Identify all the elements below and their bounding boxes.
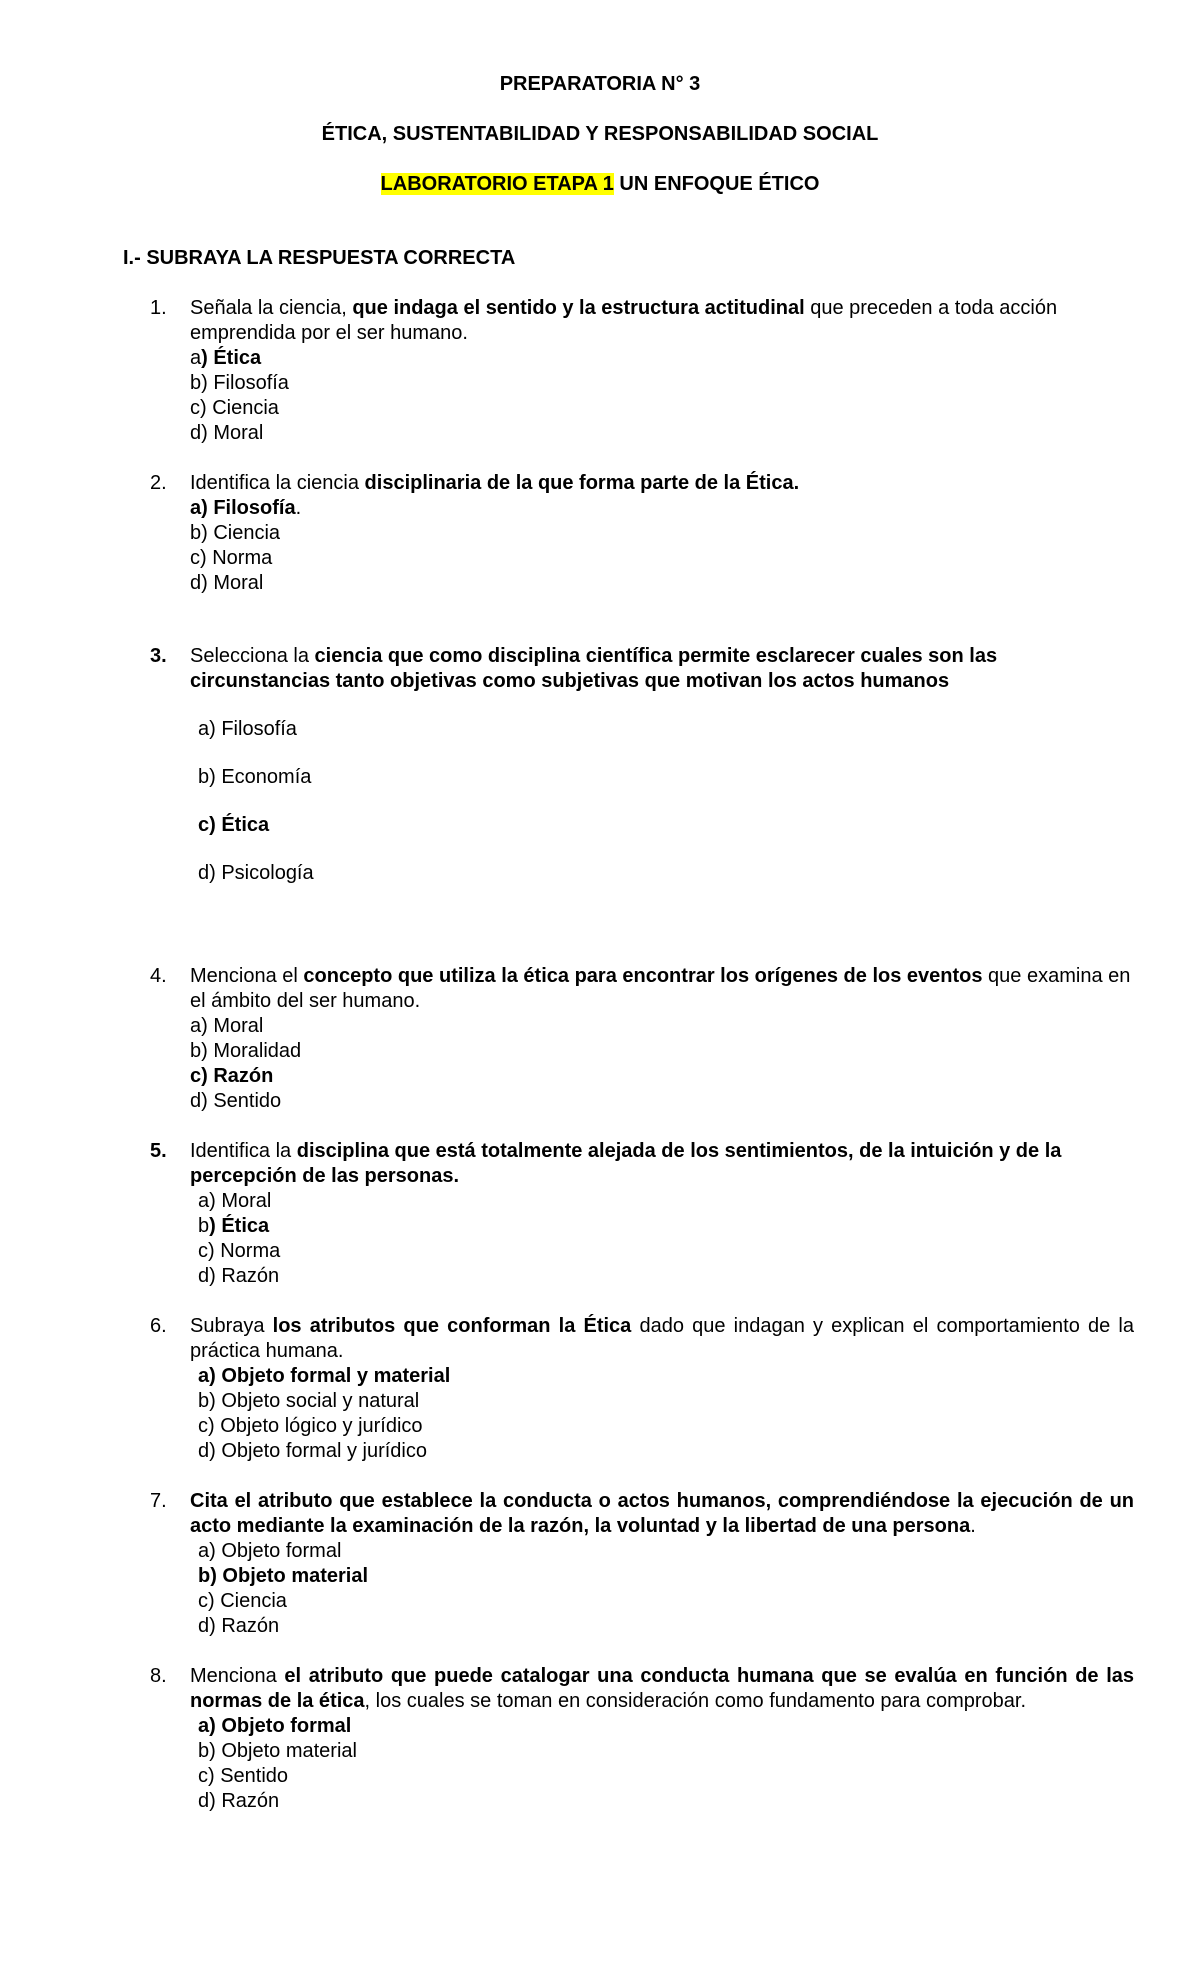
stem-text: Selecciona la bbox=[190, 645, 315, 667]
stem-bold: el atributo que puede catalogar una conducta humana que se evalúa en función de las normas de la ética bbox=[190, 1665, 1134, 1712]
question-2 bbox=[150, 471, 1134, 596]
option-letter: a bbox=[190, 347, 202, 369]
option-b[interactable]: b) Moralidad bbox=[190, 1040, 302, 1062]
stem-text: dado que indagan y explican el comportamiento de la práctica humana. bbox=[190, 1315, 1134, 1362]
option-answer: a) Filosofía bbox=[190, 497, 296, 519]
question-number: 1. bbox=[150, 297, 167, 319]
option-a[interactable]: a) Objeto formal bbox=[198, 1540, 342, 1562]
question-number: 3. bbox=[150, 645, 167, 667]
question-stem bbox=[190, 1489, 1134, 1539]
option-c[interactable]: c) Ética bbox=[198, 814, 270, 836]
option-d[interactable]: d) Razón bbox=[198, 1265, 280, 1287]
question-8 bbox=[150, 1664, 1134, 1814]
option-d[interactable]: d) Moral bbox=[190, 422, 264, 444]
stem-bold: ciencia que como disciplina científica permite esclarecer cuales son las circunstancias tanto objetivas como subjetivas que motivan los actos humanos bbox=[190, 645, 998, 692]
stem-text: . bbox=[970, 1515, 976, 1537]
options bbox=[190, 1189, 1134, 1289]
option-d[interactable]: d) Sentido bbox=[190, 1090, 282, 1112]
stem-text: Identifica la bbox=[190, 1140, 297, 1162]
options bbox=[190, 1364, 1134, 1464]
question-number: 2. bbox=[150, 472, 167, 494]
question-4 bbox=[150, 964, 1134, 1114]
stem-bold: concepto que utiliza la ética para encontrar los orígenes de los eventos bbox=[303, 965, 983, 987]
option-a[interactable]: a) Moral bbox=[198, 1190, 272, 1212]
lab-highlight: LABORATORIO ETAPA 1 bbox=[380, 173, 614, 195]
question-stem bbox=[190, 964, 1134, 1014]
stem-text: que examina en el ámbito del ser humano. bbox=[190, 965, 1131, 1012]
option-letter: b bbox=[198, 1215, 210, 1237]
stem-text: , los cuales se toman en consideración como fundamento para comprobar. bbox=[364, 1690, 1027, 1712]
section-title: I.- SUBRAYA LA RESPUESTA CORRECTA bbox=[123, 247, 516, 269]
option-a[interactable]: a) Objeto formal y material bbox=[198, 1365, 451, 1387]
options bbox=[190, 346, 1134, 446]
question-1 bbox=[150, 296, 1134, 446]
option-d[interactable]: d) Psicología bbox=[198, 862, 314, 884]
option-c[interactable]: c) Razón bbox=[190, 1065, 274, 1087]
option-c[interactable]: c) Ciencia bbox=[198, 1590, 287, 1612]
question-stem bbox=[190, 1664, 1134, 1714]
question-number: 8. bbox=[150, 1665, 167, 1687]
stem-text: Identifica la ciencia bbox=[190, 472, 365, 494]
stem-text: Subraya bbox=[190, 1315, 273, 1337]
lab-subtitle: UN ENFOQUE ÉTICO bbox=[613, 173, 820, 195]
stem-bold: los atributos que conforman la Ética bbox=[272, 1315, 632, 1337]
question-number: 4. bbox=[150, 965, 167, 987]
option-d[interactable]: d) Objeto formal y jurídico bbox=[198, 1440, 427, 1462]
option-answer: ) Ética bbox=[209, 1215, 270, 1237]
question-6 bbox=[150, 1314, 1134, 1464]
option-b[interactable]: b) Objeto material bbox=[198, 1740, 357, 1762]
option-b[interactable]: b) Ciencia bbox=[190, 522, 281, 544]
question-7 bbox=[150, 1489, 1134, 1639]
option-a[interactable]: a) Filosofía bbox=[198, 718, 297, 740]
stem-bold: Cita el atributo que establece la conducta o actos humanos, comprendiéndose la ejecución de un acto mediante la examinación de la razón, la voluntad y la libertad de una persona bbox=[190, 1490, 1134, 1537]
option-c[interactable]: c) Sentido bbox=[198, 1765, 289, 1787]
question-number: 6. bbox=[150, 1315, 167, 1337]
question-stem bbox=[190, 1314, 1134, 1364]
question-stem bbox=[190, 644, 1134, 694]
option-text: . bbox=[295, 497, 302, 519]
stem-text: que preceden a toda acción emprendida por el ser humano. bbox=[190, 297, 1058, 344]
subject-title: ÉTICA, SUSTENTABILIDAD Y RESPONSABILIDAD SOCIAL bbox=[321, 123, 879, 145]
question-number: 5. bbox=[150, 1140, 167, 1162]
option-d[interactable]: d) Razón bbox=[198, 1790, 280, 1812]
lab-title bbox=[0, 172, 1200, 197]
option-answer: ) Ética bbox=[201, 347, 262, 369]
stem-bold: disciplina que está totalmente alejada de los sentimientos, de la intuición y de la percepción de las personas. bbox=[190, 1140, 1062, 1187]
options bbox=[190, 496, 1134, 596]
option-c[interactable]: c) Ciencia bbox=[190, 397, 279, 419]
option-d[interactable]: d) Razón bbox=[198, 1615, 280, 1637]
option-a[interactable] bbox=[190, 496, 1134, 521]
option-a[interactable]: a) Objeto formal bbox=[198, 1715, 352, 1737]
option-b[interactable] bbox=[198, 1214, 1134, 1239]
stem-bold: disciplinaria de la que forma parte de la Ética. bbox=[364, 472, 800, 494]
option-b[interactable]: b) Objeto material bbox=[198, 1565, 369, 1587]
option-b[interactable]: b) Objeto social y natural bbox=[198, 1390, 420, 1412]
options bbox=[190, 1714, 1134, 1814]
options bbox=[190, 1014, 1134, 1114]
stem-text: Menciona el bbox=[190, 965, 304, 987]
option-b[interactable]: b) Economía bbox=[198, 766, 312, 788]
stem-text: Menciona bbox=[190, 1665, 285, 1687]
option-d[interactable]: d) Moral bbox=[190, 572, 264, 594]
option-a[interactable] bbox=[190, 346, 1134, 371]
question-stem bbox=[190, 471, 1134, 496]
options bbox=[190, 717, 1134, 886]
option-a[interactable]: a) Moral bbox=[190, 1015, 264, 1037]
option-c[interactable]: c) Norma bbox=[198, 1240, 281, 1262]
question-stem bbox=[190, 1139, 1134, 1189]
option-b[interactable]: b) Filosofía bbox=[190, 372, 289, 394]
question-5 bbox=[150, 1139, 1134, 1289]
question-3 bbox=[150, 644, 1134, 909]
options bbox=[190, 1539, 1134, 1639]
question-stem bbox=[190, 296, 1134, 346]
stem-text: Señala la ciencia, bbox=[190, 297, 353, 319]
school-title: PREPARATORIA N° 3 bbox=[499, 73, 701, 95]
stem-bold: que indaga el sentido y la estructura actitudinal bbox=[352, 297, 805, 319]
option-c[interactable]: c) Norma bbox=[190, 547, 273, 569]
option-c[interactable]: c) Objeto lógico y jurídico bbox=[198, 1415, 423, 1437]
question-number: 7. bbox=[150, 1490, 167, 1512]
